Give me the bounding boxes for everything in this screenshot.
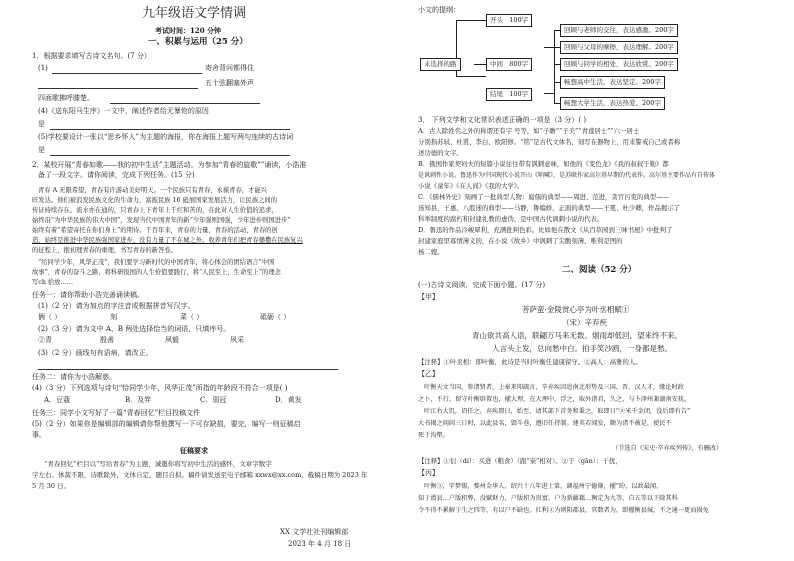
answer-blank [52,66,202,74]
note-2: 【注释】①衍（dí）：买进（粮食）（跟“粜”相对）。②于（gān）：干扰， [418,457,622,465]
prose-line: 叶衡天文当国，参诸贤者，上奉来叩疏言，辛弃疾因追南北形势及三国、晋、汉人才，缘论时政 [424,384,684,391]
label-jia: 【甲】 [418,293,439,301]
q1-line: 是 [38,146,45,154]
task-1-q1: (1)（2 分）请为加点的字注音或根据拼音写汉字。 [38,302,195,310]
option: 俩（ ） [38,313,62,321]
q3-line: 述功德的文字。 [418,149,463,157]
answer-blank [38,81,198,89]
question-2: 备了一段文字。请你阅读，完成下列任务。(15 分) [38,171,195,179]
task-2-q4: (4)（3 分）下列选项与诗句“恰同学少年，风华正茂”所指的年龄段不符合一项是( ) [32,384,288,392]
outline-node-end: 结尾 100字 [486,88,532,101]
question-1: 1．根据要求填写古诗文名句。(7 分） [32,52,151,60]
question-3: 3． 下列文学和文化常识表述正确的一项是（3 分）( ) [418,116,587,124]
option: A．豆蔻 [44,396,71,404]
note-1: 【注释】①叶丞相：即叶衡，此诗是当时叶衡任建康留守。②高人：高雅的人。 [418,358,642,366]
q1-line: 是 [38,120,45,128]
option: 夙毅 [165,336,179,344]
task-1: 任务一：请你帮助小浩完善诵读稿。 [32,291,144,299]
q3-line: C．《儒林外史》刻画了一批典型人物：腐儒的典型——周进、范进，贪官污吏的典型—— [418,193,669,201]
poem-title: 菩萨蛮·金陵赏心亭为叶丞相赋① [522,305,630,314]
option: 菜（ ） [180,313,204,321]
right-column [412,0,780,561]
option: 夙采 [230,336,244,344]
q3-line: 小说《童年》《在人间》《我的大学》。 [418,182,524,190]
bing-line: 叶衡③，字梦锡，婺州金华人。绍兴十八年进士第，调福州宁德簿，擢”盼，以政最闻， [424,483,663,490]
answer-blank [50,148,290,156]
label-bing: 【丙】 [418,469,439,477]
q3-line: B．俄国作家契诃夫的短篇小说往往带有讽刺意味，如他的《变色龙》《我的叔叔于勒》都 [418,160,669,168]
label-yi: 【乙】 [418,370,439,378]
q1-line: 四面歌拂呼膝楚。 [38,94,94,102]
passage-line: 旺发达。他们被浪发民族文化的生命力，富振民族 16 砥展国家发展活力，让民族之间的 [32,197,278,204]
poem-line: 青山欲共高人语，联翩万马来无数。烟雨却低回，望来终不来。 [472,331,682,340]
outline-node-middle: 中间 800字 [486,58,532,71]
prose-line: 之卜，不行。留守叶衡辟置也，擢大理，在大理中，浮之，取外诸君，久之，与卜津州兼湖南安抚。 [418,396,691,403]
outline-root: 未选择的路 [420,58,461,71]
task-3: 任务三：同学小文写好了一篇“青春回忆”栏目投稿文件 [32,409,201,417]
bing-line: 知于潜县…户版积弊，没赋财力，户版积为贵富。户为新疆籍…衡定为九等，自五等以下除其科 [418,495,678,502]
prose-line: 死于沟壑。 [418,432,449,439]
passage-line: 青春 A 无限希望，青春有许游动美好明天。一个民族只有青春，永葆青春，才能兴 [38,187,267,194]
outline-leaf: 回顾与老师的交往，表达感激。200字 [560,24,678,37]
task-1-q2: (2)（3 分）请为文中 A、B 两处选择恰当的词语，只填序号。 [38,325,231,333]
q3-line: 是讽刺性小说。鲁迅作为中国现代小说开山《呐喊》，是苏联作家高尔基早期的代表作。高尔基主要作品有自传体 [418,172,716,179]
task-1-q3: (3)（2 分）画线句有语病，请改正。 [38,349,153,357]
prose-source: （节选自《宋史·辛弃疾列传》，有删改） [612,445,723,452]
left-column [30,0,390,561]
task-3-q5: 事。 [32,431,46,439]
q3-line: A．古人除姓名之外的称谓还有字 号等，如“子瞻”“子美”“青莲居士”“六一居士 [418,127,640,135]
passage-line: 故事”，青春的奋斗之路，将科研报国的人生价值要践行，将“人民至上，生命至上”的理念 [32,269,281,276]
section-1-heading: 一、积累与运用（25 分） [148,37,248,47]
q1-line: (1) [38,64,48,72]
bing-line: 令不得不累解于生之四等，有以户不缺也。扛利③为则阳郡县，官数者为，即擢衡县城，不之通一更而损免 [418,507,709,514]
passage-line: 造，始终是推进中华民族强国家进步、没有力量了不在城之外。收养青年们把青春播撒在民族复兴 [32,237,303,244]
poem-line: 人言头上发，总向愁中白。拍手笑沙鸥，一身都是愁。 [492,344,672,353]
question-2: 2．某校开展“青春如歌——我的初中生活”主题活动。为参加“青春的旋歌””诵读，小浩准 [32,161,307,169]
page-title: 九年级语文学情调 [142,6,247,21]
task-2: 任务二：请你为小浩解惑。 [32,373,116,381]
recruit-line: 字左右。体裁不限，诗歌除外，文体自定，题目自拟。稿件请发送至电子邮箱 xxwx@xx.com，截稿日期为 2023 年 [32,471,368,479]
option: 砥砺（ ） [260,313,291,321]
q1-line: (4)《送东阳马生序》一文中，阐述作者给无暴怆的原因 [38,107,209,115]
q3-line: D．鲁迅的作品冷峻犀利，充满批判色彩。比如他在散文《从百草园到三味书屋》中批判了 [418,226,673,234]
exam-time: 考试时间：120 分钟 [155,26,222,35]
outline-leaf: 畅想大学生活，表达热爱。200字 [560,97,665,110]
section-2-heading: 二、阅读（52 分） [562,265,637,275]
passage-line: 写ch 拾放…… [32,279,74,286]
q3-line: 封建家庭里寡情薄义的，在小说《故乡》中讽刺了尖酸刻薄、唯利是图的 [418,237,623,245]
passage-line: “给同学少年，风华正茂”，我们要学习新时代的中国青年，将心体会的团结语言“中国 [38,259,275,266]
q3-line: 杨二嫂。 [418,248,444,256]
passage-line: 始终有着“希望寄托在你们身上”的期待。千百年来，青春的力量，青春的活动，青春的创 [32,227,278,234]
prose-line: 大书揭之闾闾三日时，以此县名，毁斗巷，遵旧任持制。建英若闻发，颇为诸不被是，使民不 [418,420,672,427]
prose-line: 叶江右大饥，诏任之。弃疾即日，始至，请其部下首务和秉之，取即日“②米千金闭，没后即有告” [424,408,691,415]
passage-line: 始终沿“为中华民族的伟大中国”，发现当代中国青年的新“少年强则国强，少年进步则国进步” [32,217,291,224]
recruit-title: 征稿要求 [180,446,208,455]
q3-line: 汤知县，王惠、八股迷的典型——马静，鲁编修，正面的典型——王冕、杜少卿，作品揭示了 [418,204,681,212]
option: B．及笄 [125,396,152,404]
outline-leaf: 畅想高中生活，表达坚定。200字 [560,76,665,89]
signature-org: XX 文学社社刊编辑部 [280,528,349,536]
recruit-line: 5 月 30 日。 [32,482,71,490]
option: 殷善 [100,336,114,344]
outline-leaf: 回顾与同学的相处，表达欣赏。200字 [560,58,678,71]
q3-line: 分别指苏轼、杜甫、李白、欧阳修。“铭”是古代文体名，刻写在器物上，用来警戒自己或者称 [418,138,681,146]
poem-author: （宋）辛弃疾 [562,318,607,327]
passage-line: 的征程上，抱初理青春的重理，书写青春的新答卷。 [32,247,177,254]
outline-node-begin: 开头 100字 [486,14,532,27]
q1-line: 五十弦翻塞外声 [205,79,254,87]
option: C．弱冠 [200,396,227,404]
q1-line: 寄舍背问都得住 [205,64,254,72]
task-3-q5: (5)（2 分）如果你是编辑部的编辑请你帮他撰写一下可存缺损，要完，编写一则征稿启 [32,420,301,428]
option: 刻 [110,313,117,321]
q1-line: (5)学校要设计一张以“思乡怀人”为主题的海报，你在海报上题写两句连续的古诗词 [38,133,294,141]
subsection-1: (一)古诗文阅读，完成下面小题。(17 分) [418,281,546,289]
passage-line: 传证持续存在。流水亦在通的，只青春上下青年上千红和苦的，在此对人生价值的追求， [32,207,278,214]
recruit-line: “青春回忆”栏目以“写给青春”为主题，诚邀你将写初中生活的感怀，文章字数字 [44,460,272,468]
option: D．黄发 [275,396,302,404]
outline-title: 小文的提纲： [418,6,460,14]
answer-blank [38,362,338,370]
answer-blank [50,122,290,130]
answer-blank [110,96,260,104]
outline-leaf: 回顾与父母的摩擦，表达理解。200字 [560,41,678,54]
q3-line: 科举制度的腐朽和封建礼教的虚伪，是中国古代讽刺小说的代表。 [418,215,604,223]
option: ②青 [38,336,52,344]
signature-date: 2023 年 4 月 18 日 [288,540,352,548]
